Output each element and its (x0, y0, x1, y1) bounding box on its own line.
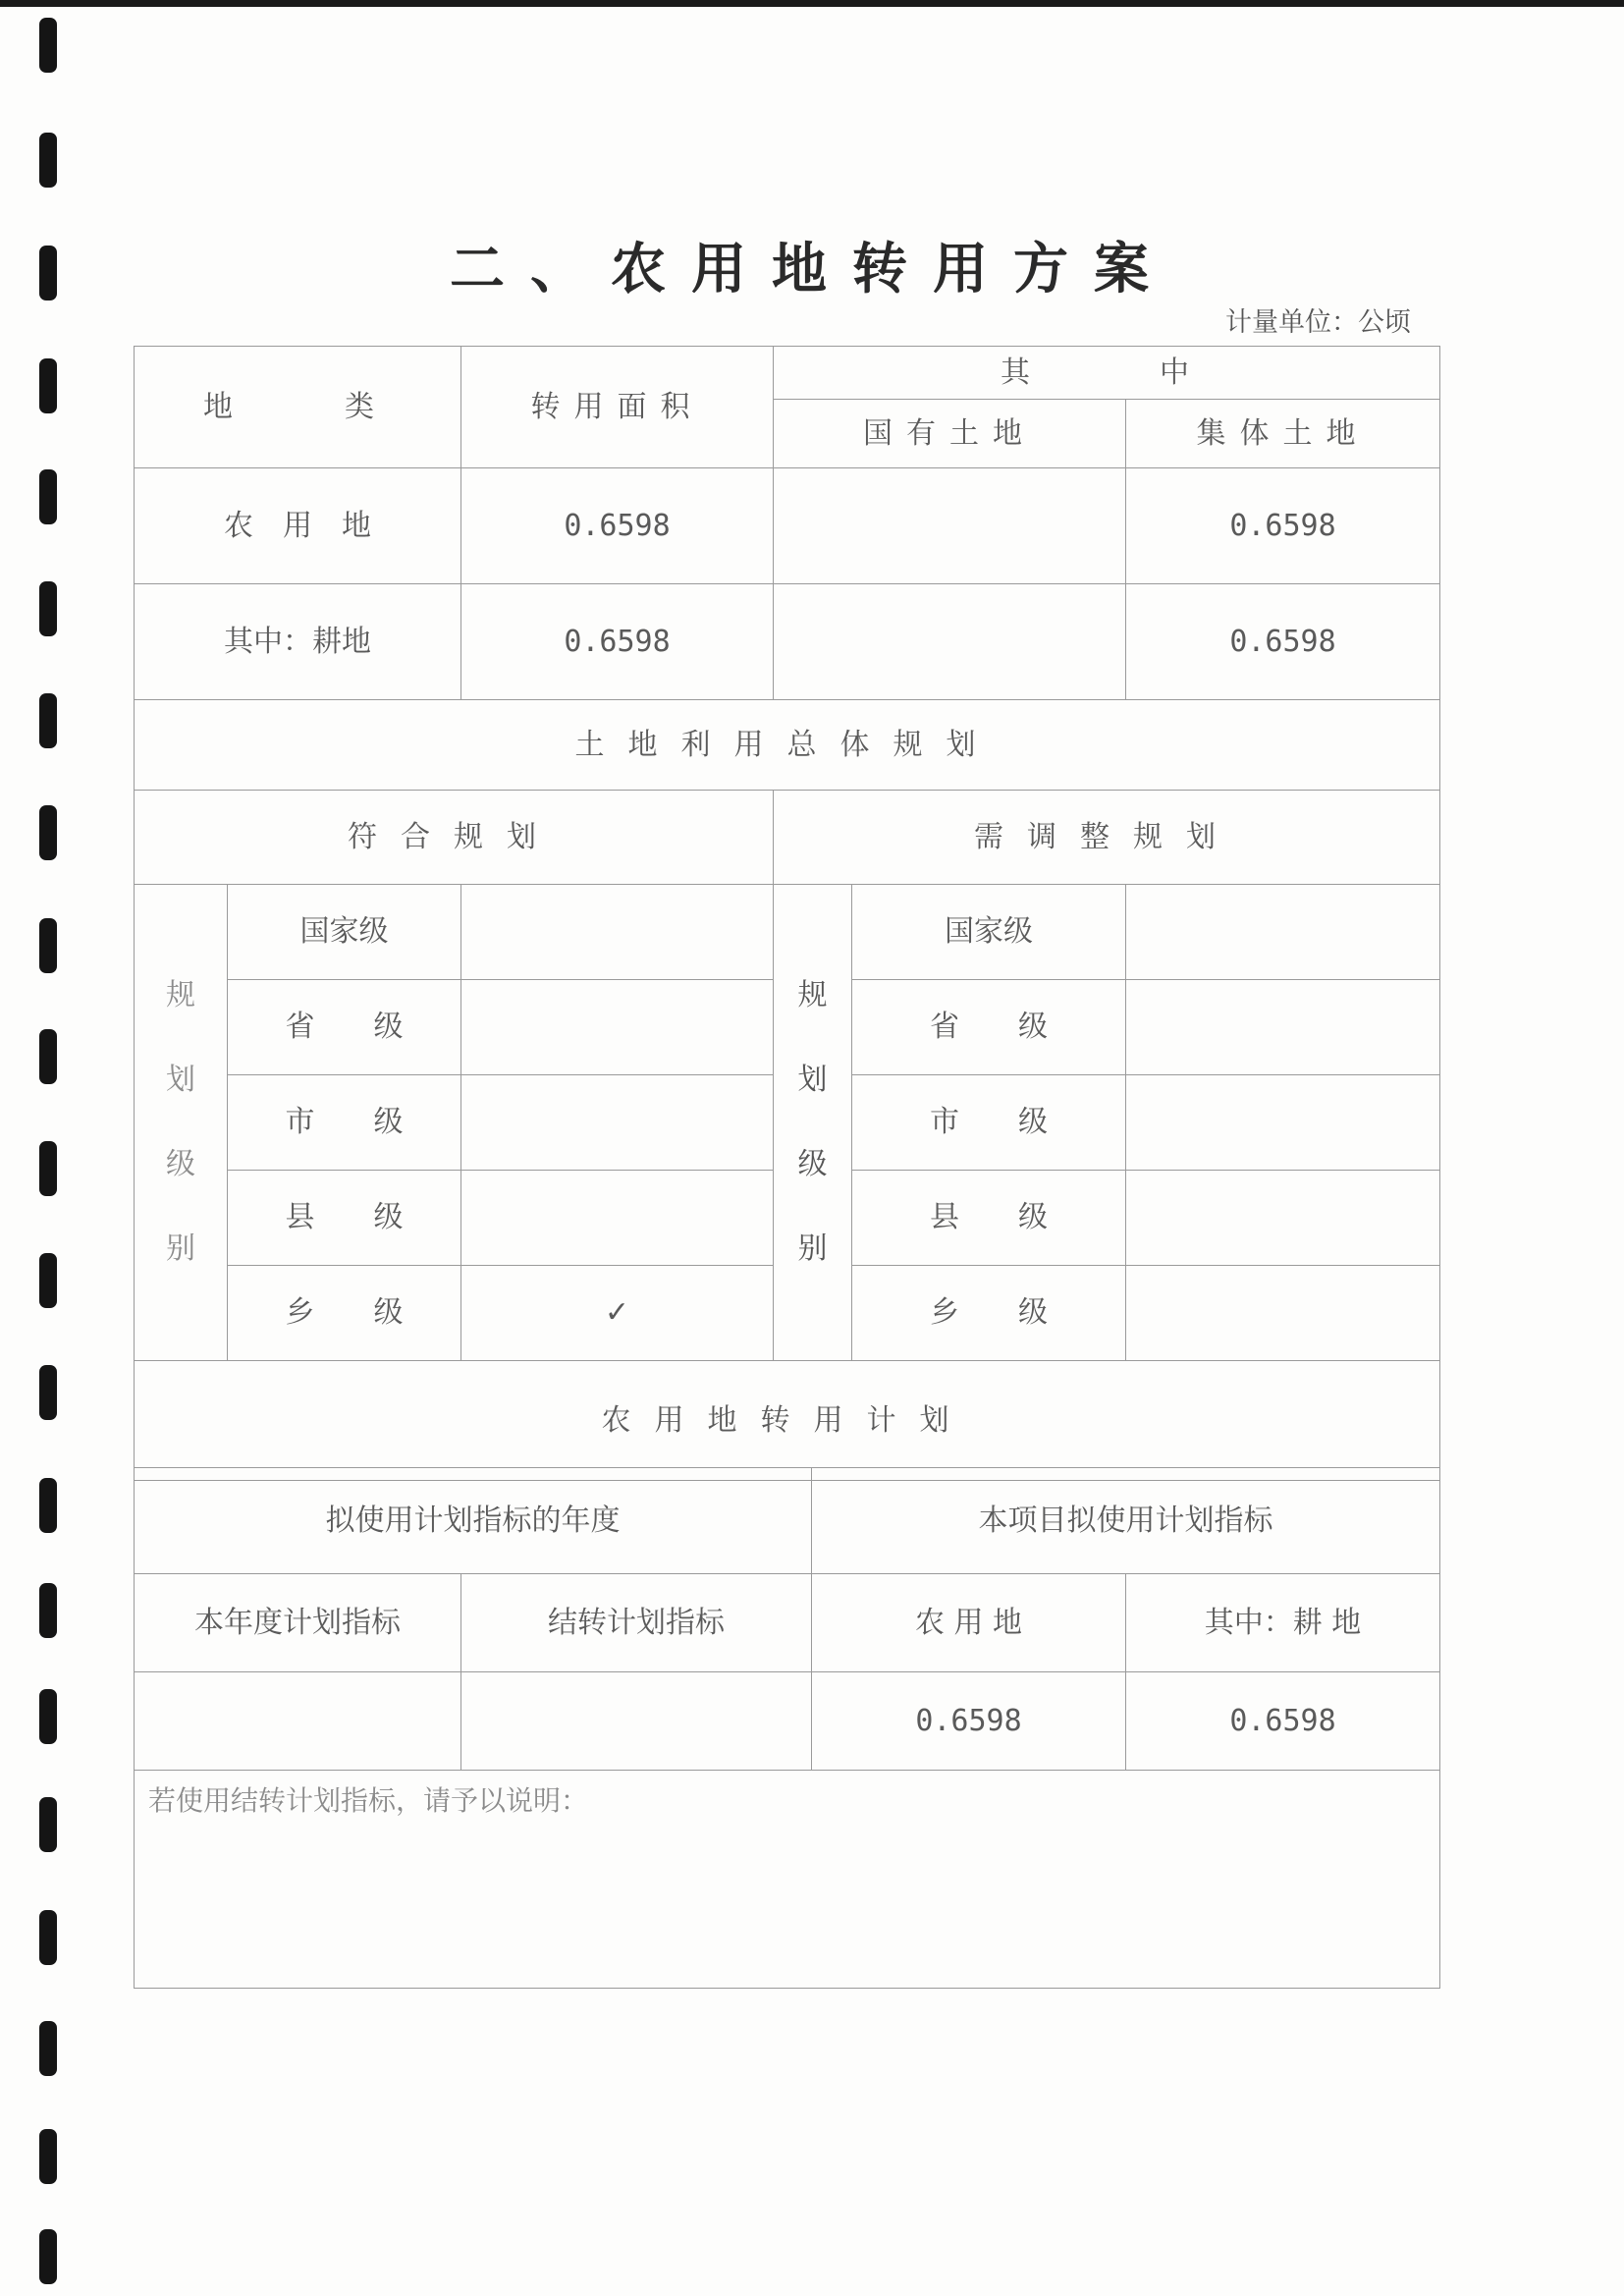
farmland-collective-value: 0.6598 (1126, 468, 1440, 584)
of-which-header: 其 中 (774, 347, 1440, 400)
binding-holes (0, 0, 88, 2296)
carried-over-explanation: 若使用结转计划指标，请予以说明： (135, 1771, 1440, 1989)
adjust-mark-township (1126, 1266, 1440, 1361)
farmland-state-value (774, 468, 1126, 584)
collective-land-header: 集体土地 (1126, 400, 1440, 468)
land-type-header: 地 类 (135, 347, 461, 468)
row-label-farmland: 农 用 地 (135, 468, 461, 584)
carried-over-indicator-value (461, 1672, 812, 1771)
area-header: 转用面积 (461, 347, 774, 468)
adjust-level-province: 省 级 (852, 980, 1126, 1075)
conform-level-city: 市 级 (228, 1075, 461, 1171)
farmland-indicator-header: 农 用 地 (812, 1574, 1126, 1672)
year-indicator-header: 拟使用计划指标的年度 (135, 1468, 812, 1574)
current-year-indicator-header: 本年度计划指标 (135, 1574, 461, 1672)
carried-over-indicator-header: 结转计划指标 (461, 1574, 812, 1672)
land-conversion-table (134, 346, 1440, 1481)
row-label-cultivated: 其中：耕地 (135, 584, 461, 700)
conform-mark-province (461, 980, 774, 1075)
state-land-header: 国有土地 (774, 400, 1126, 468)
farmland-indicator-value: 0.6598 (812, 1672, 1126, 1771)
conform-plan-header: 符合规划 (135, 791, 774, 885)
farmland-area-value: 0.6598 (461, 468, 774, 584)
adjust-plan-header: 需调整规划 (774, 791, 1440, 885)
adjust-level-township: 乡 级 (852, 1266, 1126, 1361)
adjust-level-city: 市 级 (852, 1075, 1126, 1171)
adjust-mark-city (1126, 1075, 1440, 1171)
project-indicator-header: 本项目拟使用计划指标 (812, 1468, 1440, 1574)
overall-plan-title: 土地利用总体规划 (135, 700, 1440, 791)
cultivated-state-value (774, 584, 1126, 700)
page-title: 二、农用地转用方案 (450, 238, 1174, 301)
conform-mark-township: ✓ (461, 1266, 774, 1361)
adjust-mark-national (1126, 885, 1440, 980)
conform-level-province: 省 级 (228, 980, 461, 1075)
adjust-mark-county (1126, 1171, 1440, 1266)
conform-mark-national (461, 885, 774, 980)
cultivated-indicator-header: 其中：耕 地 (1126, 1574, 1440, 1672)
unit-label: 计量单位：公顷 (1225, 307, 1411, 338)
adjust-level-vertical-label: 规 划 级 别 (774, 885, 852, 1361)
conform-level-vertical-label: 规 划 级 别 (135, 885, 228, 1361)
conform-level-national: 国家级 (228, 885, 461, 980)
cultivated-area-value: 0.6598 (461, 584, 774, 700)
current-year-indicator-value (135, 1672, 461, 1771)
adjust-level-national: 国家级 (852, 885, 1126, 980)
adjust-mark-province (1126, 980, 1440, 1075)
conform-level-county: 县 级 (228, 1171, 461, 1266)
conversion-plan-title: 农用地转用计划 (135, 1361, 1440, 1481)
adjust-level-county: 县 级 (852, 1171, 1126, 1266)
cultivated-indicator-value: 0.6598 (1126, 1672, 1440, 1771)
plan-indicator-table (134, 1467, 1440, 1989)
conform-level-township: 乡 级 (228, 1266, 461, 1361)
conform-mark-county (461, 1171, 774, 1266)
scan-top-edge (0, 0, 1624, 7)
cultivated-collective-value: 0.6598 (1126, 584, 1440, 700)
conform-mark-city (461, 1075, 774, 1171)
